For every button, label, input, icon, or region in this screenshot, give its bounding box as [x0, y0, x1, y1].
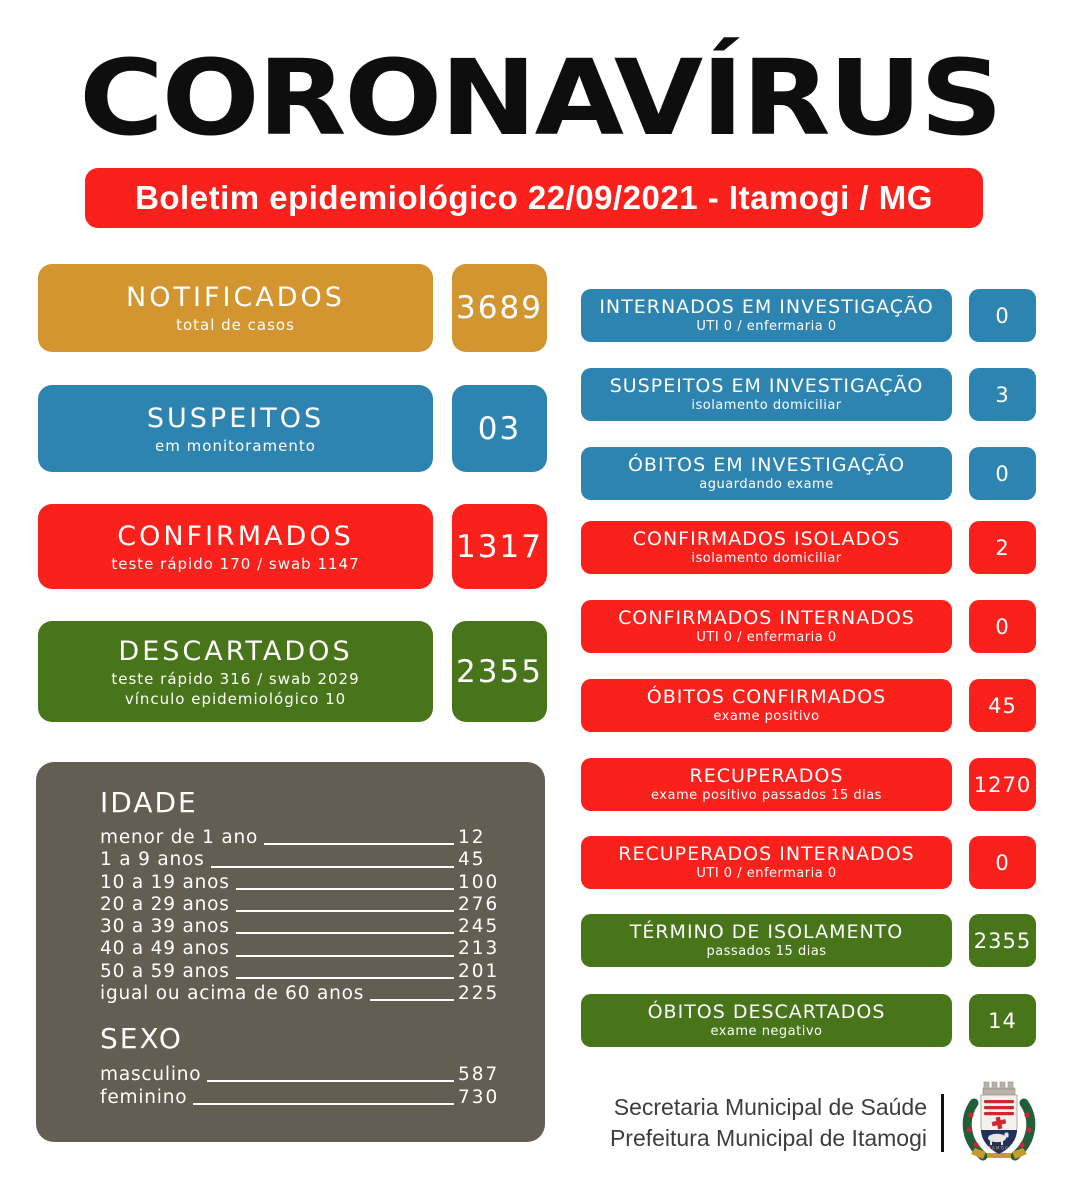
- idade-row-label: 1 a 9 anos: [100, 849, 205, 871]
- card-sublabel: total de casos: [176, 316, 295, 334]
- card-label: RECUPERADOS: [689, 765, 844, 787]
- card-value: 14: [969, 994, 1036, 1047]
- card-sublabel: exame positivo: [713, 709, 820, 724]
- card-recuperados: [581, 758, 1036, 811]
- idade-row: [100, 827, 513, 849]
- card-labelbox: [581, 447, 952, 500]
- card-notificados-labelbox: [38, 264, 433, 352]
- card-sublabel: isolamento domiciliar: [691, 398, 842, 413]
- card-value: 1270: [969, 758, 1036, 811]
- sexo-title: SEXO: [100, 1022, 183, 1056]
- idade-row-value: 45: [458, 849, 486, 871]
- idade-row-value: 225: [458, 983, 500, 1005]
- leader-line: [236, 932, 454, 934]
- idade-row-label: 40 a 49 anos: [100, 938, 230, 960]
- card-label: SUSPEITOS EM INVESTIGAÇÃO: [609, 375, 924, 397]
- card-descartados-value: 2355: [452, 621, 547, 722]
- card-label: ÓBITOS DESCARTADOS: [647, 1001, 886, 1023]
- card-value: 2355: [969, 914, 1036, 967]
- card-label: TÉRMINO DE ISOLAMENTO: [629, 921, 904, 943]
- idade-row: [100, 872, 513, 894]
- idade-row-label: menor de 1 ano: [100, 827, 259, 848]
- card-value: 45: [969, 679, 1036, 732]
- sexo-row-label: feminino: [100, 1087, 188, 1109]
- idade-row-label: igual ou acima de 60 anos: [100, 983, 365, 1005]
- svg-text:ITAMOGI: ITAMOGI: [986, 1145, 1012, 1151]
- card-sublabel: exame negativo: [710, 1024, 823, 1039]
- leader-line: [236, 955, 454, 957]
- card-sublabel: teste rápido 170 / swab 1147: [111, 554, 360, 573]
- demographics-panel: [36, 762, 545, 1142]
- leader-line: [264, 843, 454, 845]
- card-sublabel: UTI 0 / enfermaria 0: [696, 319, 837, 334]
- idade-row-value: 213: [458, 938, 500, 960]
- card-confirmados-internados: [581, 600, 1036, 653]
- card-sublabel: em monitoramento: [155, 436, 316, 455]
- card-suspeitos: [38, 385, 547, 472]
- card-sublabel: passados 15 dias: [706, 944, 827, 959]
- card-suspeitos-investigacao: [581, 368, 1036, 421]
- idade-row-value: 201: [458, 960, 500, 982]
- idade-row: [100, 983, 513, 1005]
- idade-row-value: 100: [458, 871, 500, 893]
- bulletin-banner-text: Boletim epidemiológico 22/09/2021 - Itamogi / MG: [135, 179, 933, 216]
- card-labelbox: [581, 521, 952, 574]
- card-sublabel: isolamento domiciliar: [691, 551, 842, 566]
- idade-row-label: 20 a 29 anos: [100, 893, 230, 915]
- card-confirmados-value: 1317: [452, 504, 547, 589]
- card-sublabel: aguardando exame: [699, 477, 834, 492]
- card-descartados-labelbox: [38, 621, 433, 722]
- idade-row-value: 276: [458, 893, 500, 915]
- card-label: DESCARTADOS: [118, 635, 353, 667]
- card-label: ÓBITOS CONFIRMADOS: [646, 686, 887, 708]
- card-confirmados-isolados: [581, 521, 1036, 574]
- card-obitos-descartados: [581, 994, 1036, 1047]
- card-labelbox: [581, 758, 952, 811]
- card-value: 0: [969, 447, 1036, 500]
- card-sublabel: UTI 0 / enfermaria 0: [696, 866, 837, 881]
- card-notificados: [38, 264, 547, 352]
- card-labelbox: [581, 289, 952, 342]
- leader-line: [207, 1080, 454, 1082]
- itamogi-coat-of-arms-icon: [958, 1077, 1040, 1169]
- card-label: ÓBITOS EM INVESTIGAÇÃO: [627, 454, 906, 476]
- card-value: 0: [969, 289, 1036, 342]
- card-confirmados: [38, 504, 547, 589]
- card-label: SUSPEITOS: [146, 402, 325, 434]
- card-label: NOTIFICADOS: [126, 282, 345, 313]
- card-internados-investigacao: [581, 289, 1036, 342]
- sexo-row-value: 730: [458, 1087, 500, 1109]
- leader-line: [193, 1103, 454, 1105]
- card-sublabel: exame positivo passados 15 dias: [651, 788, 882, 803]
- idade-row: [100, 894, 513, 916]
- idade-row-value: 245: [458, 916, 500, 938]
- card-obitos-confirmados: [581, 679, 1036, 732]
- footer-text: [610, 1092, 927, 1154]
- leader-line: [370, 999, 454, 1001]
- card-suspeitos-labelbox: [38, 385, 433, 472]
- card-label: RECUPERADOS INTERNADOS: [618, 843, 915, 865]
- card-confirmados-labelbox: [38, 504, 433, 589]
- card-labelbox: [581, 994, 952, 1047]
- leader-line: [211, 866, 454, 868]
- card-sublabel: UTI 0 / enfermaria 0: [696, 630, 837, 645]
- card-label: INTERNADOS EM INVESTIGAÇÃO: [599, 296, 934, 318]
- sexo-row-value: 587: [458, 1064, 500, 1086]
- card-value: 2: [969, 521, 1036, 574]
- card-label: CONFIRMADOS: [117, 520, 354, 552]
- footer-line-1: Secretaria Municipal de Saúde: [613, 1094, 927, 1120]
- card-label: CONFIRMADOS ISOLADOS: [632, 528, 901, 550]
- page-title: CORONAVÍRUS: [79, 37, 1001, 159]
- sexo-row-label: masculino: [100, 1064, 202, 1086]
- idade-row-label: 10 a 19 anos: [100, 871, 230, 893]
- card-suspeitos-value: 03: [452, 385, 547, 472]
- leader-line: [236, 888, 454, 890]
- footer-line-2: Prefeitura Municipal de Itamogi: [609, 1125, 927, 1151]
- card-termino-isolamento: [581, 914, 1036, 967]
- card-sublabel: teste rápido 316 / swab 2029: [111, 669, 360, 688]
- card-value: 3: [969, 368, 1036, 421]
- footer: [560, 1078, 1040, 1168]
- card-labelbox: [581, 368, 952, 421]
- card-notificados-value: 3689: [452, 264, 547, 352]
- card-descartados: [38, 621, 547, 722]
- idade-row-value: 12: [458, 827, 486, 848]
- idade-row: [100, 938, 513, 960]
- sexo-row: [100, 1063, 513, 1086]
- idade-row: [100, 916, 513, 938]
- leader-line: [236, 977, 454, 979]
- footer-divider: [941, 1094, 944, 1152]
- idade-row: [100, 961, 513, 983]
- card-labelbox: [581, 914, 952, 967]
- idade-row-label: 30 a 39 anos: [100, 916, 230, 938]
- idade-row-label: 50 a 59 anos: [100, 960, 230, 982]
- card-value: 0: [969, 836, 1036, 889]
- card-obitos-investigacao: [581, 447, 1036, 500]
- card-labelbox: [581, 600, 952, 653]
- idade-title: IDADE: [100, 786, 198, 819]
- card-value: 0: [969, 600, 1036, 653]
- card-labelbox: [581, 679, 952, 732]
- card-labelbox: [581, 836, 952, 889]
- card-sublabel-2: vínculo epidemiológico 10: [124, 689, 347, 708]
- card-recuperados-internados: [581, 836, 1036, 889]
- bulletin-banner: [85, 168, 983, 228]
- idade-row: [100, 849, 513, 871]
- card-label: CONFIRMADOS INTERNADOS: [618, 607, 915, 629]
- sexo-row: [100, 1086, 513, 1109]
- leader-line: [236, 910, 454, 912]
